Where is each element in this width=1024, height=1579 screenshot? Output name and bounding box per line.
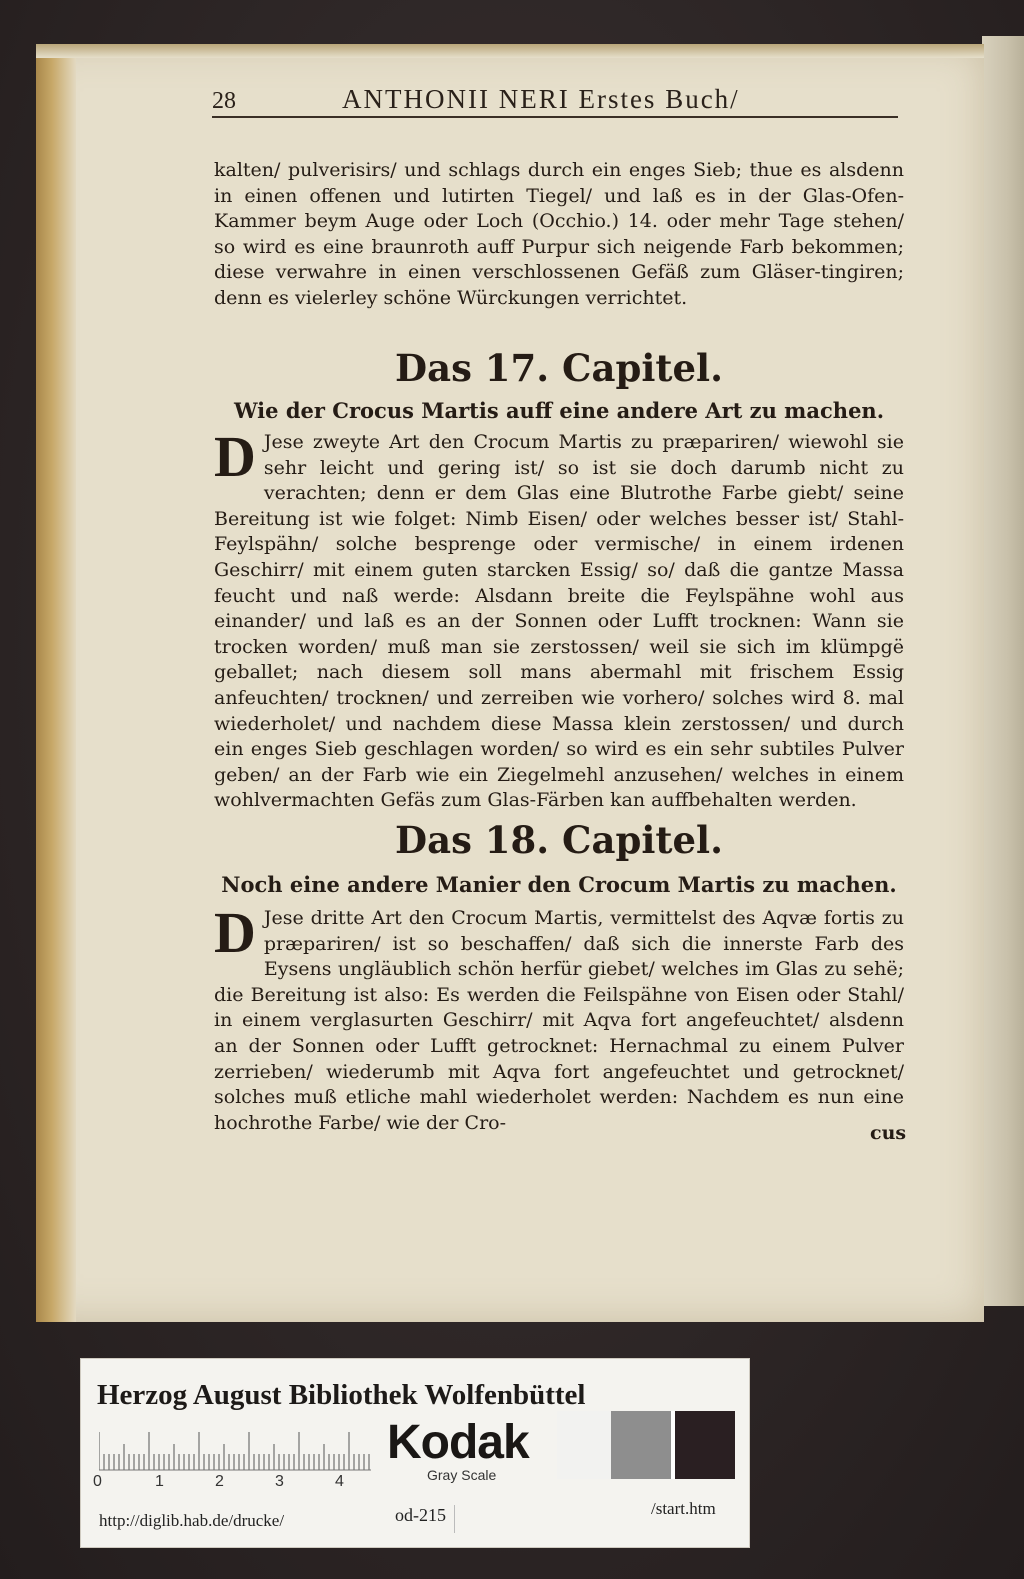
- ruler-number: 0: [93, 1473, 102, 1490]
- page-number: 28: [212, 88, 236, 114]
- chapter-18-title: Das 18. Capitel.: [395, 818, 723, 862]
- next-page-edge: [982, 36, 1024, 1306]
- gray-swatch-mid: [611, 1411, 671, 1479]
- gray-swatch-dark: [675, 1411, 735, 1479]
- gray-swatch-white: [557, 1411, 611, 1479]
- chapter-17-text: Jese zweyte Art den Crocum Martis zu præpariren/ wiewohl sie sehr leicht und gering ist/ so ist sie doch darumb nicht zu verachten; denn er dem Glas eine Blutrothe Farbe giebt/ seine Bereitung ist wie folget: Nimb Eisen/ oder welches besser ist/ Stahl-Feylspähn/ solche besprenge oder vermische/ in einem irdenen Geschirr/ mit einem guten starcken Essig/ so/ daß die gantze Massa feucht und naß werde: Alsdann breite die Feylspähne wohl aus einander/ und laß es an der Sonnen oder Lufft trocknen: Wann sie trocken worden/ muß man sie zerstossen/ weil sie sich im klümpgë geballet; nach diesem soll mans abermahl mit frischem Essig anfeuchten/ trocknen/ und zerreiben wie vorhero/ solches wird 8. mal wiederholet/ und nachdem diese Massa klein zerstossen/ und durch ein enges Sieb geschlagen worden/ so wird es ein sehr subtiles Pulver geben/ an der Farb wie ein Ziegelmehl anzusehen/ welches in einem wohlvermachten Gefäs zum Glas-Färben kan auffbehalten werden.: [214, 431, 904, 812]
- intro-text: kalten/ pulverisirs/ und schlags durch ein enges Sieb; thue es alsdenn in einen offenen und lutirten Tiegel/ und laß es in der Glas-Ofen-Kammer beym Auge oder Loch (Occhio.) 14. oder mehr Tage stehen/ so wird es eine braunroth auff Purpur sich neigende Farb bekommen; diese verwahre in einen verschlossenen Gefäß zum Gläser-tingiren; denn es vielerley schöne Würckungen verrichtet.: [214, 159, 904, 309]
- ruler-numbers: [93, 1473, 383, 1493]
- running-head: ANTHONII NERI Erstes Buch/: [342, 84, 740, 114]
- intro-paragraph: [214, 158, 904, 312]
- chapter-18-text: Jese dritte Art den Crocum Martis, vermittelst des Aqvæ fortis zu præpariren/ ist so beschaffen/ daß sich die innerste Farb des Eysens ungläublich schön herfür giebet/ welches im Glas zu sehë; die Bereitung ist also: Es werden die Feilspähne von Eisen oder Stahl/ in einem verglasurten Geschirr/ mit Aqva fort angefeuchtet/ alsdenn an der Sonnen oder Lufft getrocknet: Hernachmal zu einem Pulver zerrieben/ wiederumb mit Aqva fort angefeuchtet und getrocknet/ solches muß etliche mahl wiederholet werden: Nachdem es nun eine hochrothe Farbe/ wie der Cro-: [214, 907, 904, 1134]
- chapter-17-subtitle: Wie der Crocus Martis auff eine andere Art zu machen.: [233, 398, 885, 423]
- page-top-edge: [36, 44, 984, 58]
- page-gutter: [36, 44, 76, 1322]
- chapter-17-body: [214, 424, 904, 814]
- kodak-logo: Kodak: [387, 1416, 529, 1469]
- start-path: /start.htm: [651, 1499, 716, 1518]
- running-header: [212, 84, 898, 118]
- catchword: cus: [870, 1122, 907, 1144]
- chapter-17-dropcap: D: [214, 424, 256, 489]
- chapter-18-body: [214, 900, 904, 1136]
- library-name: Herzog August Bibliothek Wolfenbüttel: [97, 1379, 586, 1411]
- ruler-number: 4: [335, 1473, 344, 1490]
- ruler-number: 3: [275, 1473, 284, 1490]
- chapter-17-title: Das 17. Capitel.: [395, 346, 723, 390]
- gray-scale-label: Gray Scale: [427, 1467, 497, 1483]
- scan-reference-card: [80, 1358, 750, 1548]
- ruler-number: 2: [215, 1473, 224, 1490]
- digital-library-url: http://diglib.hab.de/drucke/: [99, 1511, 285, 1530]
- measurement-ruler: [99, 1431, 371, 1471]
- chapter-18-subtitle: Noch eine andere Manier den Crocum Martis zu machen.: [221, 872, 897, 897]
- ruler-number: 1: [155, 1473, 164, 1490]
- chapter-18-dropcap: D: [214, 900, 256, 965]
- shelfmark: od-215: [395, 1505, 455, 1533]
